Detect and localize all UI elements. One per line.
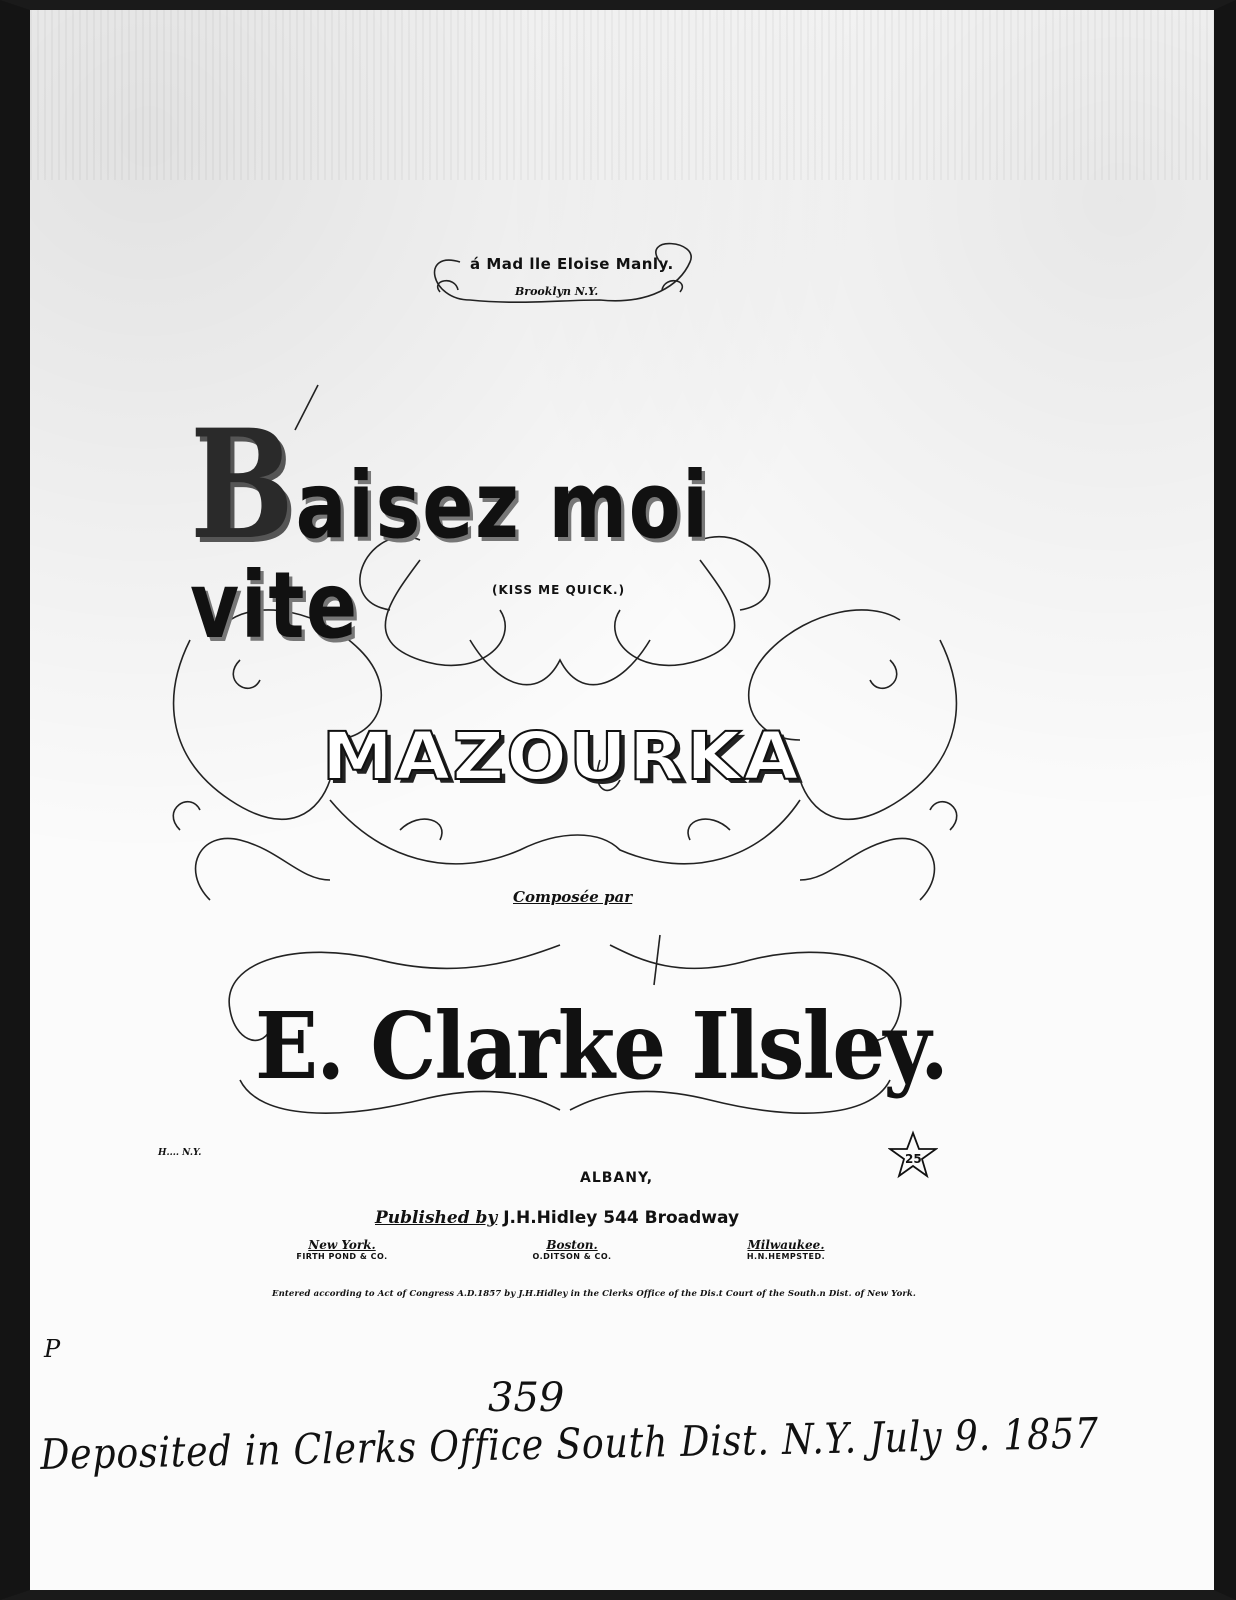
imprint-city: ALBANY,: [580, 1170, 654, 1186]
dedication-place: Brooklyn N.Y.: [515, 285, 599, 298]
publisher-name: J.H.Hidley 544 Broadway: [503, 1208, 740, 1228]
agent-city: New York.: [308, 1238, 376, 1252]
agent-boston: [502, 1238, 642, 1261]
page-title: [190, 397, 813, 659]
agent-city: Boston.: [546, 1238, 598, 1252]
publisher-line: [375, 1208, 739, 1228]
composed-by-label: Composée par: [513, 888, 633, 906]
genre-heading: MAZOURKA: [322, 718, 801, 795]
published-by-label: Published by: [375, 1208, 498, 1228]
agent-firm: O.DITSON & CO.: [532, 1252, 612, 1261]
subtitle: (KISS ME QUICK.): [492, 583, 626, 597]
handwritten-number: 359: [488, 1375, 565, 1421]
agent-city: Milwaukee.: [747, 1238, 825, 1252]
dedication-line: á Mad lle Eloise Manly.: [470, 255, 674, 273]
agent-firm: H.N.HEMPSTED.: [746, 1252, 826, 1261]
handwritten-deposit-note: Deposited in Clerks Office South Dist. N.Y. July 9. 1857: [40, 1408, 1100, 1479]
copyright-notice: Entered according to Act of Congress A.D.1857 by J.H.Hidley in the Clerks Office of the Dis.t Court of the South.n Dist. of New York.: [272, 1289, 916, 1299]
price-value: 25: [905, 1152, 922, 1166]
agent-new-york: [272, 1238, 412, 1261]
handwritten-margin-mark: P: [44, 1335, 61, 1363]
title-rest: aisez moi vite: [190, 452, 710, 659]
agent-milwaukee: [716, 1238, 856, 1261]
engraver-mark: H.... N.Y.: [158, 1148, 202, 1158]
composer-name: E. Clarke Ilsley.: [255, 992, 948, 1100]
agent-firm: FIRTH POND & CO.: [296, 1252, 388, 1261]
title-initial: B: [190, 397, 296, 573]
